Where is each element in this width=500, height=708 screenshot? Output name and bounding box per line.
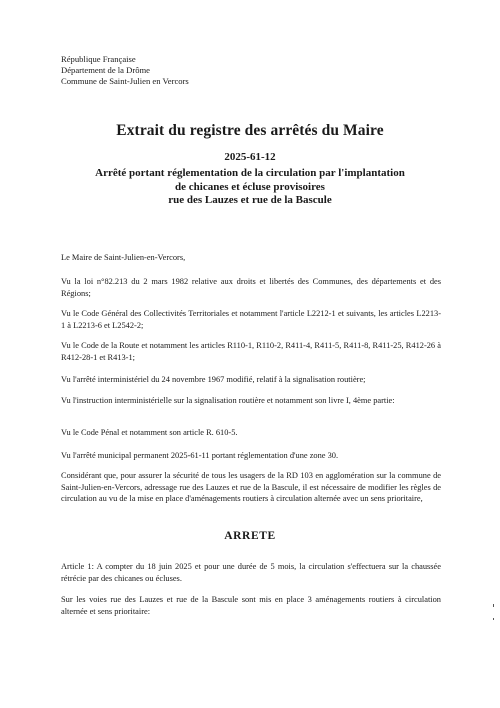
- paragraph-maire: Le Maire de Saint-Julien-en-Vercors,: [61, 253, 186, 262]
- paragraph-interministeriel: Vu l'arrêté interministériel du 24 novembre 1967 modifié, relatif à la signalisation routière;: [61, 375, 366, 384]
- header-country: République Française: [61, 54, 136, 64]
- arrete-heading: ARRETE: [224, 530, 276, 542]
- subject-line-1: Arrêté portant réglementation de la circulation par l'implantation: [95, 167, 405, 179]
- document-title: Extrait du registre des arrêtés du Maire: [116, 122, 384, 139]
- paragraph-instruction: Vu l'instruction interministérielle sur la signalisation routière et notamment son livre I, 4ème partie:: [61, 396, 395, 405]
- arrete-subject: [60, 167, 440, 208]
- scan-speck: [493, 618, 494, 620]
- arrete-number: 2025-61-12: [224, 151, 276, 163]
- article-1: Article 1: A compter du 18 juin 2025 et pour une durée de 5 mois, la circulation s'effectuera sur la chaussée rétrécie par des chicanes ou écluses.: [61, 562, 441, 583]
- header-commune: Commune de Saint-Julien en Vercors: [61, 76, 189, 86]
- subject-line-3: rue des Lauzes et rue de la Bascule: [168, 194, 332, 206]
- header-department: Département de la Drôme: [61, 65, 151, 75]
- paragraph-code-penal: Vu le Code Pénal et notamment son article R. 610-5.: [61, 428, 238, 437]
- paragraph-municipal: Vu l'arrêté municipal permanent 2025-61-11 portant réglementation d'une zone 30.: [61, 451, 339, 460]
- paragraph-voies: Sur les voies rue des Lauzes et rue de la Bascule sont mis en place 3 aménagements routiers à circulation alternée et sens prioritaire:: [61, 595, 441, 616]
- subject-line-2: de chicanes et écluse provisoires: [175, 180, 325, 193]
- paragraph-considerant: Considérant que, pour assurer la sécurité de tous les usagers de la RD 103 en agglomération sur la commune de Saint-Julien-en-Vercors, adressage rue des Lauzes et rue de la Bascule, il est nécessaire de modifier les règles de circulation au vu de la mise en place d'aménagements routiers à circulation alternée avec un sens prioritaire,: [61, 471, 441, 504]
- paragraph-code-route: Vu le Code de la Route et notamment les articles R110-1, R110-2, R411-4, R411-5, R411-8, R411-25, R412-26 à R412-28-1 et R413-1;: [61, 341, 441, 362]
- issuer-header: [61, 54, 189, 87]
- scan-speck: [493, 604, 494, 607]
- paragraph-cgct: Vu le Code Général des Collectivités Territoriales et notamment l'article L2212-1 et suivants, les articles L2213-1 à L2213-6 et L2542-2;: [61, 309, 441, 330]
- paragraph-loi: Vu la loi n°82.213 du 2 mars 1982 relative aux droits et libertés des Communes, des départements et des Régions;: [61, 277, 441, 298]
